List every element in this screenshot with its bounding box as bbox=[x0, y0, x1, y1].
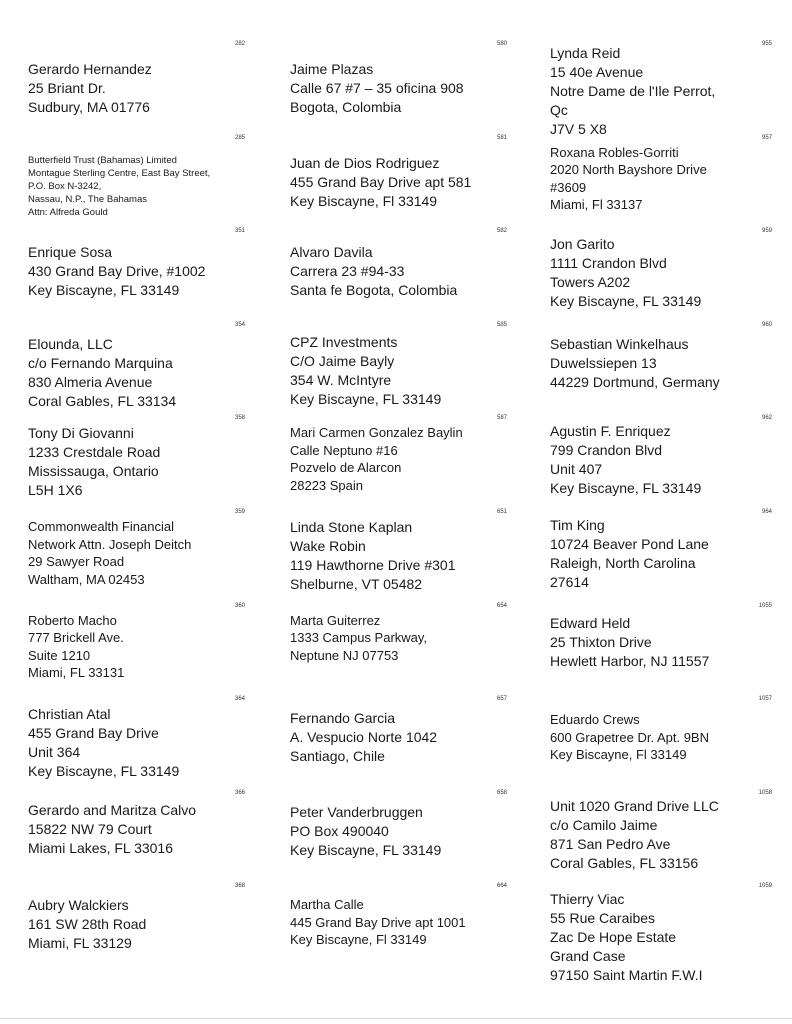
address-label bbox=[262, 321, 517, 414]
page-bottom-rule bbox=[0, 1018, 792, 1019]
address-line: Aubry Walckiers bbox=[28, 897, 129, 914]
address-line: Key Biscayne, Fl 33149 bbox=[290, 932, 427, 948]
address-lines bbox=[290, 896, 507, 949]
address-lines bbox=[550, 44, 772, 139]
address-lines bbox=[28, 612, 245, 682]
address-line: 455 Grand Bay Drive apt 581 bbox=[290, 173, 472, 190]
label-number: 962 bbox=[761, 415, 772, 422]
address-label bbox=[0, 882, 255, 975]
address-line: Notre Dame de l'Ile Perrot, bbox=[550, 83, 716, 99]
address-line: Coral Gables, FL 33156 bbox=[550, 854, 699, 871]
address-label bbox=[522, 695, 782, 788]
address-label bbox=[522, 602, 782, 695]
address-line: 29 Sawyer Road bbox=[28, 554, 125, 569]
address-label bbox=[522, 40, 782, 137]
address-lines bbox=[550, 516, 772, 592]
address-line: Mari Carmen Gonzalez Baylin bbox=[290, 425, 463, 441]
address-lines bbox=[28, 424, 245, 500]
label-number: 581 bbox=[496, 134, 507, 141]
address-line: 97150 Saint Martin F.W.I bbox=[550, 967, 703, 984]
address-line: Santiago, Chile bbox=[290, 748, 385, 765]
address-line: Waltham, MA 02453 bbox=[28, 571, 145, 587]
address-line: 25 Thixton Drive bbox=[550, 633, 652, 650]
label-number: 360 bbox=[234, 602, 245, 609]
address-line: 15822 NW 79 Court bbox=[28, 820, 152, 837]
label-number: 354 bbox=[234, 321, 245, 328]
address-line: Pozvelo de Alarcon bbox=[290, 460, 402, 476]
address-label bbox=[522, 227, 782, 320]
address-lines bbox=[28, 243, 245, 300]
label-number: 1055 bbox=[758, 602, 772, 609]
address-line: Gerardo Hernandez bbox=[28, 61, 152, 77]
address-label bbox=[0, 134, 255, 227]
label-number: 955 bbox=[761, 41, 772, 47]
address-label bbox=[522, 321, 782, 414]
label-number: 657 bbox=[496, 696, 507, 703]
address-line: Key Biscayne, FL 33149 bbox=[550, 480, 702, 497]
label-column-1 bbox=[0, 0, 255, 1024]
label-number: 366 bbox=[234, 789, 245, 796]
address-line: 161 SW 28th Road bbox=[28, 916, 147, 933]
address-lines bbox=[550, 235, 772, 311]
address-line: Thierry Viac bbox=[550, 891, 625, 908]
address-line: Linda Stone Kaplan bbox=[290, 519, 413, 535]
address-label bbox=[262, 789, 517, 882]
label-column-3 bbox=[522, 0, 782, 1024]
address-line: Sudbury, MA 01776 bbox=[28, 99, 150, 115]
address-lines bbox=[550, 797, 772, 873]
label-number: 580 bbox=[496, 41, 507, 47]
address-line: 55 Rue Caraibes bbox=[550, 910, 656, 927]
address-line: 600 Grapetree Dr. Apt. 9BN bbox=[550, 729, 709, 745]
address-line: 455 Grand Bay Drive bbox=[28, 725, 159, 742]
label-number: 959 bbox=[761, 228, 772, 235]
address-line: Miami, FL 33129 bbox=[28, 935, 132, 952]
address-line: Calle 67 #7 – 35 oficina 908 bbox=[290, 80, 464, 96]
label-number: 1057 bbox=[758, 696, 772, 703]
address-line: C/O Jaime Bayly bbox=[290, 352, 395, 369]
address-line: P.O. Box N-3242, bbox=[28, 180, 102, 192]
address-line: Alvaro Davila bbox=[290, 244, 373, 261]
address-label bbox=[262, 134, 517, 227]
address-lines bbox=[28, 896, 245, 953]
address-line: Neptune NJ 07753 bbox=[290, 647, 399, 663]
label-number: 587 bbox=[496, 415, 507, 422]
address-line: Bogota, Colombia bbox=[290, 99, 402, 115]
address-line: 25 Briant Dr. bbox=[28, 80, 106, 96]
address-label bbox=[522, 508, 782, 601]
address-line: Agustin F. Enriquez bbox=[550, 423, 671, 440]
address-line: Suite 1210 bbox=[28, 647, 91, 663]
address-line: 871 San Pedro Ave bbox=[550, 835, 671, 852]
address-line: Zac De Hope Estate bbox=[550, 929, 677, 946]
label-number: 368 bbox=[234, 883, 245, 890]
address-lines bbox=[290, 518, 507, 594]
address-line: Lynda Reid bbox=[550, 45, 621, 61]
address-line: 2020 North Bayshore Drive bbox=[550, 162, 707, 178]
address-line: J7V 5 X8 bbox=[550, 121, 607, 137]
address-line: 1333 Campus Parkway, bbox=[290, 630, 428, 646]
address-line: Nassau, N.P., The Bahamas bbox=[28, 193, 147, 205]
address-label bbox=[262, 508, 517, 601]
address-line: CPZ Investments bbox=[290, 333, 398, 350]
label-number: 351 bbox=[234, 228, 245, 235]
address-lines bbox=[28, 335, 245, 411]
address-line: Marta Guiterrez bbox=[290, 612, 381, 628]
label-column-2 bbox=[262, 0, 517, 1024]
address-label bbox=[0, 789, 255, 882]
address-lines bbox=[550, 711, 772, 764]
address-lines bbox=[290, 424, 507, 494]
address-line: c/o Fernando Marquina bbox=[28, 354, 173, 371]
address-line: 15 40e Avenue bbox=[550, 64, 644, 80]
address-line: Edward Held bbox=[550, 614, 631, 631]
address-line: Miami Lakes, FL 33016 bbox=[28, 839, 173, 856]
address-label bbox=[0, 40, 255, 133]
address-line: 119 Hawthorne Drive #301 bbox=[290, 557, 456, 573]
address-lines bbox=[290, 612, 507, 665]
address-label bbox=[0, 227, 255, 320]
address-label bbox=[522, 789, 782, 882]
address-lines bbox=[28, 518, 245, 588]
address-line: 44229 Dortmund, Germany bbox=[550, 373, 720, 390]
label-number: 664 bbox=[496, 883, 507, 890]
label-number: 1058 bbox=[758, 789, 772, 796]
address-line: Martha Calle bbox=[290, 897, 364, 913]
label-number: 582 bbox=[496, 228, 507, 235]
address-line: Eduardo Crews bbox=[550, 712, 640, 728]
address-lines bbox=[550, 614, 772, 671]
address-line: #3609 bbox=[550, 179, 587, 195]
address-line: Mississauga, Ontario bbox=[28, 463, 159, 480]
address-line: Key Biscayne, Fl 33149 bbox=[550, 747, 687, 763]
address-label bbox=[522, 414, 782, 507]
address-lines bbox=[28, 60, 245, 117]
address-line: Key Biscayne, FL 33149 bbox=[550, 293, 702, 310]
address-line: c/o Camilo Jaime bbox=[550, 816, 658, 833]
label-number: 285 bbox=[234, 134, 245, 141]
address-lines bbox=[290, 709, 507, 766]
address-lines bbox=[28, 154, 245, 219]
address-line: Duwelssiepen 13 bbox=[550, 354, 657, 371]
address-line: Christian Atal bbox=[28, 706, 111, 723]
address-line: Juan de Dios Rodriguez bbox=[290, 154, 440, 171]
address-line: Sebastian Winkelhaus bbox=[550, 335, 689, 352]
address-line: Carrera 23 #94-33 bbox=[290, 263, 405, 280]
label-number: 282 bbox=[234, 41, 245, 47]
address-line: Grand Case bbox=[550, 948, 626, 965]
address-line: 777 Brickell Ave. bbox=[28, 630, 124, 646]
address-line: Miami, Fl 33137 bbox=[550, 197, 643, 213]
address-label bbox=[262, 602, 517, 695]
address-line: Shelburne, VT 05482 bbox=[290, 576, 423, 592]
address-line: Miami, FL 33131 bbox=[28, 665, 125, 681]
address-line: Jon Garito bbox=[550, 236, 615, 253]
address-label bbox=[262, 882, 517, 975]
address-label bbox=[0, 414, 255, 507]
address-line: Montague Sterling Centre, East Bay Street, bbox=[28, 167, 211, 179]
address-line: Roxana Robles-Gorriti bbox=[550, 144, 679, 160]
address-line: 1111 Crandon Blvd bbox=[550, 255, 667, 272]
label-number: 359 bbox=[234, 509, 245, 515]
address-label bbox=[0, 695, 255, 788]
address-line: Butterfield Trust (Bahamas) Limited bbox=[28, 154, 177, 166]
address-line: Enrique Sosa bbox=[28, 244, 113, 261]
address-lines bbox=[290, 154, 507, 211]
address-line: Network Attn. Joseph Deitch bbox=[28, 536, 192, 552]
address-lines bbox=[550, 335, 772, 392]
address-line: Unit 407 bbox=[550, 461, 603, 478]
address-label bbox=[0, 321, 255, 414]
address-lines bbox=[550, 422, 772, 498]
address-label bbox=[0, 602, 255, 695]
address-line: 27614 bbox=[550, 574, 589, 590]
label-number: 658 bbox=[496, 789, 507, 796]
label-number: 960 bbox=[761, 321, 772, 328]
address-line: Key Biscayne, FL 33149 bbox=[28, 282, 180, 299]
address-lines bbox=[550, 890, 772, 985]
address-label bbox=[522, 882, 782, 984]
address-line: Commonwealth Financial bbox=[28, 519, 174, 534]
address-line: Fernando Garcia bbox=[290, 710, 396, 727]
address-line: Unit 1020 Grand Drive LLC bbox=[550, 797, 719, 814]
address-label bbox=[0, 508, 255, 601]
label-number: 585 bbox=[496, 321, 507, 328]
address-lines bbox=[28, 801, 245, 858]
address-line: Unit 364 bbox=[28, 744, 81, 761]
address-lines bbox=[550, 144, 772, 214]
address-lines bbox=[290, 333, 507, 409]
address-line: Key Biscayne, FL 33149 bbox=[290, 390, 442, 407]
address-label bbox=[262, 227, 517, 320]
address-line: Key Biscayne, FL 33149 bbox=[28, 763, 180, 780]
address-label bbox=[262, 40, 517, 133]
address-lines bbox=[28, 705, 245, 781]
address-line: 430 Grand Bay Drive, #1002 bbox=[28, 263, 206, 280]
address-line: 354 W. McIntyre bbox=[290, 371, 392, 388]
address-line: Jaime Plazas bbox=[290, 61, 374, 77]
address-line: Towers A202 bbox=[550, 274, 631, 291]
address-line: 1233 Crestdale Road bbox=[28, 444, 161, 461]
address-line: PO Box 490040 bbox=[290, 822, 389, 839]
address-line: Santa fe Bogota, Colombia bbox=[290, 282, 458, 299]
address-line: A. Vespucio Norte 1042 bbox=[290, 729, 438, 746]
address-label bbox=[522, 134, 782, 227]
label-number: 1059 bbox=[758, 883, 772, 890]
address-line: Elounda, LLC bbox=[28, 335, 113, 352]
address-line: Tim King bbox=[550, 517, 605, 533]
label-number: 364 bbox=[234, 696, 245, 703]
address-line: Raleigh, North Carolina bbox=[550, 555, 696, 571]
address-line: 445 Grand Bay Drive apt 1001 bbox=[290, 914, 466, 930]
address-line: Peter Vanderbruggen bbox=[290, 803, 423, 820]
label-number: 651 bbox=[496, 509, 507, 515]
address-line: Tony Di Giovanni bbox=[28, 425, 134, 442]
address-line: Wake Robin bbox=[290, 538, 366, 554]
label-number: 654 bbox=[496, 602, 507, 609]
address-label bbox=[262, 414, 517, 507]
address-line: Key Biscayne, FL 33149 bbox=[290, 841, 442, 858]
label-number: 964 bbox=[761, 509, 772, 515]
address-line: Hewlett Harbor, NJ 11557 bbox=[550, 652, 710, 669]
address-line: 28223 Spain bbox=[290, 477, 364, 493]
address-line: 830 Almeria Avenue bbox=[28, 373, 153, 390]
address-line: 799 Crandon Blvd bbox=[550, 442, 663, 459]
address-line: Key Biscayne, Fl 33149 bbox=[290, 192, 438, 209]
label-number: 358 bbox=[234, 415, 245, 422]
address-line: L5H 1X6 bbox=[28, 482, 83, 499]
address-line: Attn: Alfreda Gould bbox=[28, 206, 108, 218]
address-lines bbox=[290, 803, 507, 860]
address-line: Qc bbox=[550, 102, 568, 118]
address-label bbox=[262, 695, 517, 788]
address-lines bbox=[290, 60, 507, 117]
address-line: Coral Gables, FL 33134 bbox=[28, 392, 177, 409]
label-number: 957 bbox=[761, 134, 772, 141]
address-lines bbox=[290, 243, 507, 300]
address-line: Roberto Macho bbox=[28, 612, 117, 628]
address-line: 10724 Beaver Pond Lane bbox=[550, 536, 709, 552]
address-line: Calle Neptuno #16 bbox=[290, 442, 398, 458]
address-line: Gerardo and Maritza Calvo bbox=[28, 801, 197, 818]
